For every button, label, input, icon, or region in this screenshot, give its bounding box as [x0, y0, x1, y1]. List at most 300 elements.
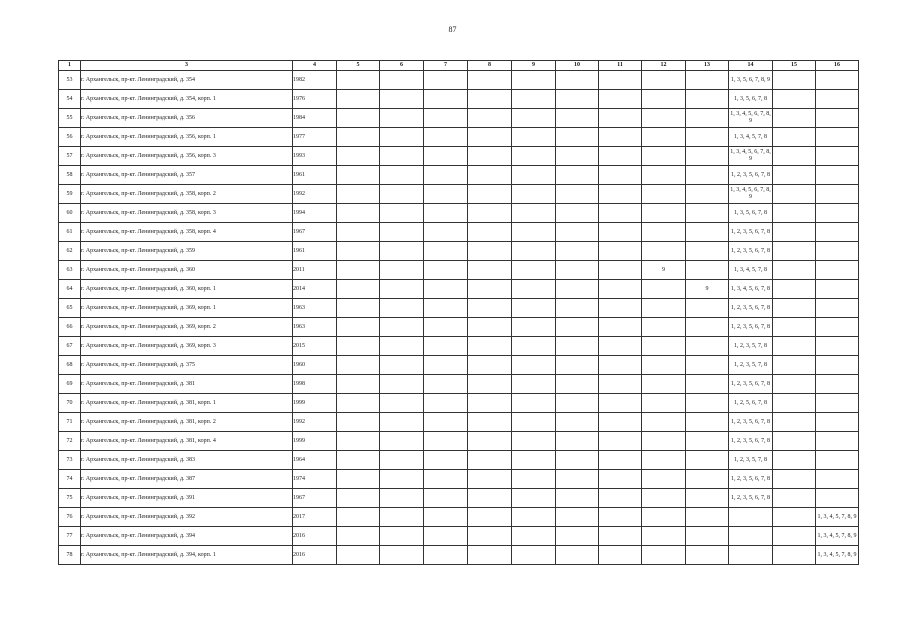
cell-year: 1977: [293, 128, 337, 147]
cell-col-14: 1, 3, 4, 5, 7, 8: [729, 128, 773, 147]
cell-col-14: 1, 2, 3, 5, 6, 7, 8: [729, 375, 773, 394]
cell-col-5: [337, 489, 380, 508]
cell-col-12: [642, 71, 686, 90]
header-row: [59, 61, 859, 71]
table-row: [59, 318, 859, 337]
cell-col-7: [424, 299, 468, 318]
cell-col-10: [556, 204, 599, 223]
cell-col-6: [380, 90, 424, 109]
cell-col-15: [773, 71, 816, 90]
cell-col-9: [512, 299, 556, 318]
cell-col-11: [599, 166, 642, 185]
cell-col-10: [556, 432, 599, 451]
table-row: [59, 546, 859, 565]
cell-col-11: [599, 432, 642, 451]
cell-col-13: [686, 337, 729, 356]
cell-col-6: [380, 280, 424, 299]
cell-col-8: [468, 166, 512, 185]
cell-col-6: [380, 527, 424, 546]
cell-col-16: [816, 337, 859, 356]
cell-col-9: [512, 166, 556, 185]
cell-col-6: [380, 128, 424, 147]
cell-year: 1998: [293, 375, 337, 394]
cell-col-7: [424, 71, 468, 90]
cell-col-10: [556, 451, 599, 470]
cell-col-6: [380, 375, 424, 394]
cell-col-16: [816, 318, 859, 337]
cell-col-14: 1, 3, 5, 6, 7, 8: [729, 204, 773, 223]
cell-col-7: [424, 451, 468, 470]
cell-col-9: [512, 356, 556, 375]
cell-col-13: [686, 90, 729, 109]
cell-col-6: [380, 394, 424, 413]
cell-address: г. Архангельск, пр-кт. Ленинградский, д. 356, корп. 3: [81, 147, 293, 166]
cell-col-11: [599, 261, 642, 280]
cell-year: 2017: [293, 508, 337, 527]
cell-col-13: [686, 223, 729, 242]
cell-col-14: 1, 2, 3, 5, 6, 7, 8: [729, 166, 773, 185]
column-header-9: 9: [512, 61, 556, 71]
cell-col-5: [337, 109, 380, 128]
cell-col-15: [773, 223, 816, 242]
cell-col-15: [773, 451, 816, 470]
cell-col-16: [816, 90, 859, 109]
cell-row-number: 60: [59, 204, 81, 223]
cell-year: 1982: [293, 71, 337, 90]
cell-col-16: [816, 204, 859, 223]
cell-col-15: [773, 261, 816, 280]
cell-col-16: [816, 489, 859, 508]
cell-col-10: [556, 337, 599, 356]
cell-year: 1984: [293, 109, 337, 128]
cell-col-11: [599, 242, 642, 261]
cell-col-5: [337, 318, 380, 337]
cell-col-7: [424, 242, 468, 261]
table-row: [59, 223, 859, 242]
cell-col-14: 1, 2, 3, 5, 6, 7, 8: [729, 242, 773, 261]
cell-col-7: [424, 508, 468, 527]
cell-col-12: [642, 394, 686, 413]
cell-col-11: [599, 356, 642, 375]
cell-row-number: 67: [59, 337, 81, 356]
cell-col-7: [424, 432, 468, 451]
cell-address: г. Архангельск, пр-кт. Ленинградский, д. 387: [81, 470, 293, 489]
cell-col-11: [599, 90, 642, 109]
table-row: [59, 185, 859, 204]
cell-col-10: [556, 546, 599, 565]
cell-col-7: [424, 375, 468, 394]
cell-col-9: [512, 527, 556, 546]
cell-col-5: [337, 204, 380, 223]
column-header-16: 16: [816, 61, 859, 71]
cell-col-7: [424, 546, 468, 565]
cell-col-8: [468, 508, 512, 527]
column-header-13: 13: [686, 61, 729, 71]
cell-col-12: 9: [642, 261, 686, 280]
cell-col-5: [337, 90, 380, 109]
cell-col-10: [556, 147, 599, 166]
table-row: [59, 470, 859, 489]
cell-col-5: [337, 546, 380, 565]
table-row: [59, 451, 859, 470]
cell-col-7: [424, 147, 468, 166]
cell-col-6: [380, 71, 424, 90]
cell-address: г. Архангельск, пр-кт. Ленинградский, д. 394, корп. 1: [81, 546, 293, 565]
cell-row-number: 74: [59, 470, 81, 489]
cell-row-number: 72: [59, 432, 81, 451]
cell-col-11: [599, 470, 642, 489]
cell-col-6: [380, 166, 424, 185]
cell-row-number: 58: [59, 166, 81, 185]
cell-col-16: [816, 261, 859, 280]
cell-col-7: [424, 337, 468, 356]
column-header-10: 10: [556, 61, 599, 71]
table-row: [59, 147, 859, 166]
cell-col-15: [773, 299, 816, 318]
cell-col-5: [337, 242, 380, 261]
cell-col-5: [337, 470, 380, 489]
cell-col-6: [380, 413, 424, 432]
cell-col-8: [468, 470, 512, 489]
cell-col-12: [642, 546, 686, 565]
cell-col-6: [380, 451, 424, 470]
cell-col-14: 1, 2, 3, 5, 6, 7, 8: [729, 470, 773, 489]
cell-col-12: [642, 147, 686, 166]
cell-col-8: [468, 280, 512, 299]
cell-col-14: [729, 527, 773, 546]
cell-col-5: [337, 508, 380, 527]
cell-col-8: [468, 223, 512, 242]
cell-address: г. Архангельск, пр-кт. Ленинградский, д. 381, корп. 1: [81, 394, 293, 413]
column-header-14: 14: [729, 61, 773, 71]
cell-address: г. Архангельск, пр-кт. Ленинградский, д. 358, корп. 4: [81, 223, 293, 242]
cell-col-13: [686, 394, 729, 413]
cell-col-10: [556, 185, 599, 204]
cell-col-10: [556, 413, 599, 432]
cell-col-7: [424, 185, 468, 204]
cell-col-9: [512, 546, 556, 565]
cell-col-8: [468, 204, 512, 223]
cell-col-12: [642, 128, 686, 147]
cell-year: 1992: [293, 413, 337, 432]
cell-col-11: [599, 109, 642, 128]
cell-col-12: [642, 223, 686, 242]
cell-col-5: [337, 71, 380, 90]
table-row: [59, 299, 859, 318]
cell-col-16: [816, 375, 859, 394]
cell-col-15: [773, 546, 816, 565]
cell-col-13: [686, 470, 729, 489]
cell-col-15: [773, 394, 816, 413]
cell-col-6: [380, 261, 424, 280]
cell-col-9: [512, 147, 556, 166]
column-header-3: 3: [81, 61, 293, 71]
cell-col-8: [468, 413, 512, 432]
cell-year: 1993: [293, 147, 337, 166]
cell-col-13: [686, 489, 729, 508]
cell-col-16: 1, 3, 4, 5, 7, 8, 9: [816, 527, 859, 546]
cell-col-13: [686, 356, 729, 375]
cell-col-14: 1, 3, 4, 5, 6, 7, 8, 9: [729, 109, 773, 128]
cell-col-9: [512, 508, 556, 527]
cell-col-12: [642, 242, 686, 261]
cell-col-14: 1, 3, 4, 5, 6, 7, 8, 9: [729, 185, 773, 204]
cell-col-6: [380, 223, 424, 242]
table-row: [59, 280, 859, 299]
cell-row-number: 56: [59, 128, 81, 147]
cell-col-14: 1, 2, 3, 5, 7, 8: [729, 337, 773, 356]
cell-address: г. Архангельск, пр-кт. Ленинградский, д. 381, корп. 4: [81, 432, 293, 451]
cell-col-13: [686, 261, 729, 280]
cell-col-6: [380, 299, 424, 318]
table-row: [59, 242, 859, 261]
cell-col-6: [380, 185, 424, 204]
cell-col-8: [468, 527, 512, 546]
cell-col-5: [337, 451, 380, 470]
cell-col-16: 1, 3, 4, 5, 7, 8, 9: [816, 508, 859, 527]
cell-row-number: 64: [59, 280, 81, 299]
cell-col-11: [599, 375, 642, 394]
cell-row-number: 71: [59, 413, 81, 432]
cell-col-16: [816, 394, 859, 413]
cell-col-6: [380, 337, 424, 356]
cell-col-12: [642, 166, 686, 185]
cell-col-13: [686, 185, 729, 204]
cell-col-5: [337, 527, 380, 546]
cell-col-7: [424, 527, 468, 546]
table-row: [59, 337, 859, 356]
cell-col-10: [556, 356, 599, 375]
cell-col-14: 1, 3, 4, 5, 7, 8: [729, 261, 773, 280]
cell-col-6: [380, 109, 424, 128]
cell-col-10: [556, 470, 599, 489]
cell-row-number: 77: [59, 527, 81, 546]
cell-year: 1976: [293, 90, 337, 109]
cell-col-13: [686, 71, 729, 90]
cell-col-10: [556, 242, 599, 261]
cell-col-7: [424, 204, 468, 223]
cell-col-9: [512, 280, 556, 299]
cell-col-14: 1, 2, 3, 5, 6, 7, 8: [729, 223, 773, 242]
cell-col-7: [424, 223, 468, 242]
cell-col-15: [773, 356, 816, 375]
cell-col-9: [512, 242, 556, 261]
cell-col-9: [512, 204, 556, 223]
cell-col-14: 1, 3, 5, 6, 7, 8, 9: [729, 71, 773, 90]
cell-col-12: [642, 375, 686, 394]
cell-col-10: [556, 223, 599, 242]
cell-col-7: [424, 261, 468, 280]
cell-year: 1967: [293, 489, 337, 508]
cell-col-11: [599, 527, 642, 546]
cell-col-8: [468, 261, 512, 280]
cell-col-7: [424, 90, 468, 109]
cell-col-7: [424, 413, 468, 432]
cell-year: 1999: [293, 432, 337, 451]
cell-col-11: [599, 71, 642, 90]
cell-address: г. Архангельск, пр-кт. Ленинградский, д. 358, корп. 3: [81, 204, 293, 223]
table-row: [59, 489, 859, 508]
cell-col-16: [816, 71, 859, 90]
cell-col-8: [468, 546, 512, 565]
cell-col-11: [599, 280, 642, 299]
cell-col-16: [816, 432, 859, 451]
cell-col-5: [337, 147, 380, 166]
cell-col-6: [380, 147, 424, 166]
cell-col-16: [816, 451, 859, 470]
cell-col-11: [599, 413, 642, 432]
cell-col-11: [599, 128, 642, 147]
cell-col-13: [686, 546, 729, 565]
cell-row-number: 63: [59, 261, 81, 280]
cell-col-16: [816, 223, 859, 242]
cell-col-13: [686, 508, 729, 527]
cell-col-8: [468, 242, 512, 261]
table-row: [59, 508, 859, 527]
cell-address: г. Архангельск, пр-кт. Ленинградский, д. 391: [81, 489, 293, 508]
cell-col-5: [337, 223, 380, 242]
cell-address: г. Архангельск, пр-кт. Ленинградский, д. 359: [81, 242, 293, 261]
column-header-7: 7: [424, 61, 468, 71]
cell-year: 2016: [293, 546, 337, 565]
cell-address: г. Архангельск, пр-кт. Ленинградский, д. 381: [81, 375, 293, 394]
cell-col-9: [512, 337, 556, 356]
cell-col-8: [468, 299, 512, 318]
column-header-5: 5: [337, 61, 380, 71]
cell-col-14: 1, 3, 4, 5, 6, 7, 8, 9: [729, 147, 773, 166]
cell-col-8: [468, 489, 512, 508]
cell-address: г. Архангельск, пр-кт. Ленинградский, д. 358, корп. 2: [81, 185, 293, 204]
cell-col-15: [773, 508, 816, 527]
table-row: [59, 204, 859, 223]
cell-col-9: [512, 432, 556, 451]
table-row: [59, 128, 859, 147]
cell-row-number: 66: [59, 318, 81, 337]
cell-col-16: [816, 356, 859, 375]
cell-col-14: 1, 3, 4, 5, 6, 7, 8: [729, 280, 773, 299]
cell-address: г. Архангельск, пр-кт. Ленинградский, д. 369, корп. 1: [81, 299, 293, 318]
table-row: [59, 375, 859, 394]
page-number: 87: [448, 25, 457, 34]
cell-col-9: [512, 470, 556, 489]
cell-col-13: [686, 147, 729, 166]
cell-col-12: [642, 413, 686, 432]
cell-col-9: [512, 223, 556, 242]
cell-row-number: 61: [59, 223, 81, 242]
cell-col-15: [773, 527, 816, 546]
cell-col-12: [642, 299, 686, 318]
cell-col-8: [468, 185, 512, 204]
cell-col-5: [337, 432, 380, 451]
cell-col-6: [380, 470, 424, 489]
column-header-4: 4: [293, 61, 337, 71]
cell-col-5: [337, 356, 380, 375]
table-row: [59, 90, 859, 109]
cell-col-14: 1, 2, 3, 5, 6, 7, 8: [729, 432, 773, 451]
cell-col-12: [642, 280, 686, 299]
registry-table: [58, 60, 859, 565]
cell-col-13: [686, 413, 729, 432]
cell-col-9: [512, 394, 556, 413]
cell-col-10: [556, 508, 599, 527]
cell-col-12: [642, 318, 686, 337]
cell-col-12: [642, 470, 686, 489]
cell-col-9: [512, 109, 556, 128]
column-header-6: 6: [380, 61, 424, 71]
column-header-8: 8: [468, 61, 512, 71]
cell-row-number: 53: [59, 71, 81, 90]
cell-year: 2016: [293, 527, 337, 546]
cell-year: 1992: [293, 185, 337, 204]
cell-col-8: [468, 109, 512, 128]
cell-col-5: [337, 375, 380, 394]
cell-col-15: [773, 185, 816, 204]
cell-col-9: [512, 90, 556, 109]
cell-col-10: [556, 166, 599, 185]
cell-col-13: [686, 299, 729, 318]
table-row: [59, 394, 859, 413]
cell-col-9: [512, 413, 556, 432]
cell-address: г. Архангельск, пр-кт. Ленинградский, д. 357: [81, 166, 293, 185]
cell-col-14: 1, 2, 5, 6, 7, 8: [729, 394, 773, 413]
cell-year: 1963: [293, 318, 337, 337]
cell-col-14: [729, 546, 773, 565]
cell-address: г. Архангельск, пр-кт. Ленинградский, д. 356: [81, 109, 293, 128]
cell-col-6: [380, 242, 424, 261]
cell-col-5: [337, 185, 380, 204]
cell-address: г. Архангельск, пр-кт. Ленинградский, д. 356, корп. 1: [81, 128, 293, 147]
cell-col-15: [773, 166, 816, 185]
table-row: [59, 356, 859, 375]
table-row: [59, 166, 859, 185]
column-header-11: 11: [599, 61, 642, 71]
cell-address: г. Архангельск, пр-кт. Ленинградский, д. 392: [81, 508, 293, 527]
cell-col-15: [773, 109, 816, 128]
cell-col-7: [424, 318, 468, 337]
cell-col-16: [816, 166, 859, 185]
cell-col-5: [337, 394, 380, 413]
cell-col-12: [642, 527, 686, 546]
cell-year: 1963: [293, 299, 337, 318]
cell-col-11: [599, 318, 642, 337]
cell-col-10: [556, 375, 599, 394]
cell-address: г. Архангельск, пр-кт. Ленинградский, д. 375: [81, 356, 293, 375]
cell-col-5: [337, 413, 380, 432]
cell-col-14: 1, 2, 3, 5, 7, 8: [729, 356, 773, 375]
cell-col-10: [556, 261, 599, 280]
cell-col-8: [468, 337, 512, 356]
cell-col-8: [468, 71, 512, 90]
table-row: [59, 413, 859, 432]
table-body: [59, 71, 859, 565]
cell-col-13: [686, 451, 729, 470]
cell-col-5: [337, 337, 380, 356]
cell-col-13: [686, 242, 729, 261]
cell-col-7: [424, 394, 468, 413]
cell-row-number: 57: [59, 147, 81, 166]
cell-col-15: [773, 128, 816, 147]
cell-col-15: [773, 204, 816, 223]
cell-col-9: [512, 451, 556, 470]
cell-col-6: [380, 508, 424, 527]
cell-col-7: [424, 356, 468, 375]
cell-col-11: [599, 185, 642, 204]
cell-year: 1960: [293, 356, 337, 375]
cell-year: 1999: [293, 394, 337, 413]
cell-row-number: 78: [59, 546, 81, 565]
cell-col-8: [468, 128, 512, 147]
cell-row-number: 59: [59, 185, 81, 204]
